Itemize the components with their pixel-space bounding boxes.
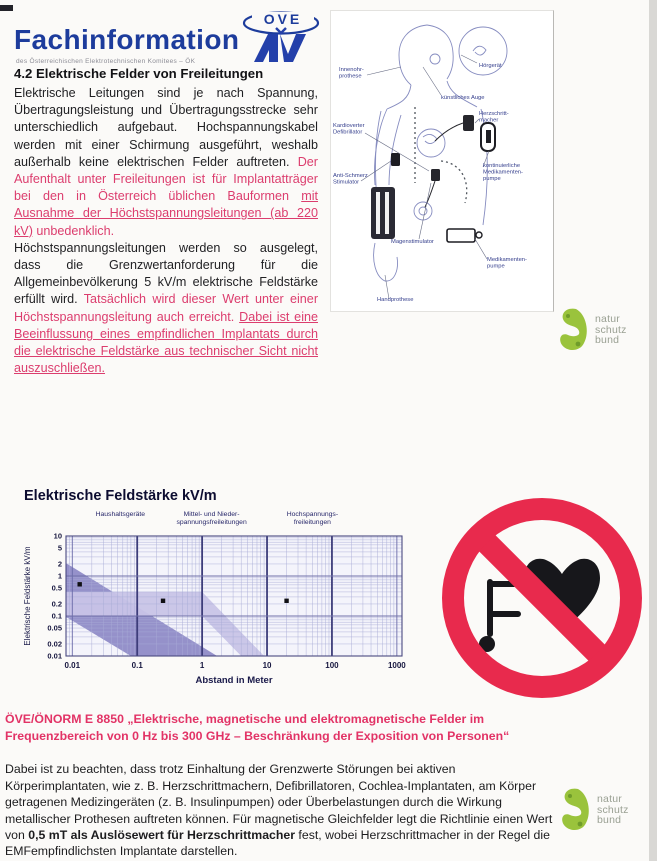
naturschutzbund-text: natur schutz bund xyxy=(595,313,627,347)
svg-text:künstliches Auge: künstliches Auge xyxy=(441,95,485,101)
svg-text:2: 2 xyxy=(57,559,62,569)
paragraph-1 xyxy=(14,85,318,240)
paragraph-2 xyxy=(14,240,318,378)
scan-artifact xyxy=(0,5,13,11)
no-pacemaker-icon xyxy=(430,494,654,706)
naturschutzbund-logo xyxy=(556,306,627,354)
note-paragraph xyxy=(5,761,561,859)
svg-text:Innenohr-prothese: Innenohr-prothese xyxy=(339,67,364,80)
svg-text:spannungsfreileitungen: spannungsfreileitungen xyxy=(176,519,247,526)
chart-title: Elektrische Feldstärke kV/m xyxy=(24,488,217,504)
naturschutzbund-icon xyxy=(558,786,592,834)
svg-text:0.2: 0.2 xyxy=(51,599,62,609)
norm-line-2: Frequenzbereich von 0 Hz bis 300 GHz – Beschränkung der Exposition von Personen“ xyxy=(5,728,510,743)
naturschutzbund-icon xyxy=(556,306,590,354)
svg-text:Herzschritt-macher: Herzschritt-macher xyxy=(479,111,509,124)
masthead-subtitle: des Österreichischen Elektrotechnischen Komitees – ÖK xyxy=(16,58,196,65)
svg-text:freileitungen: freileitungen xyxy=(293,519,331,526)
note-before: Dabei ist zu beachten, dass trotz Einhaltung der Grenzwerte Störungen bei aktiven Körperimplantaten, wie z. B. Herzschrittmachern, Defibrillatoren, Cochlea-Implantaten, am Körper getragenen Medizingeräten (z. B. Insulinpumpen) oder Überbelastungen durch die Wirkung metallischer Prothesen auftreten können. Für magnetische Gleichfelder legt die Richtlinie einen Wert von xyxy=(5,762,553,842)
svg-text:Medikamenten-pumpe: Medikamenten-pumpe xyxy=(487,257,527,270)
field-strength-chart xyxy=(20,506,422,696)
p1-red-underlined: mit Ausnahme der Höchstspannungsleitungen (ab 220 kV) xyxy=(14,189,318,238)
p2-red-underlined: Dabei ist eine Beeinflussung eines empfindlichen Implantats durch die elektrische Feldstärke aus technischer Sicht nicht auszuschließen. xyxy=(14,309,318,376)
section-heading: 4.2 Elektrische Felder von Freileitungen xyxy=(14,66,264,81)
svg-text:0.05: 0.05 xyxy=(47,623,62,633)
svg-text:Elektrische Feldstärke kV/m: Elektrische Feldstärke kV/m xyxy=(23,546,32,646)
p1-red: Der Aufenthalt unter Freileitungen ist für Implantatträger bei den in Österreich üblichen Bauformen xyxy=(14,154,318,204)
svg-text:Hörgerät: Hörgerät xyxy=(479,63,502,69)
svg-text:0.1: 0.1 xyxy=(51,611,62,621)
p1-black: Elektrische Leitungen sind je nach Spannung, Übertragungsleistung und Übertragungsstrecke sehr unterschiedlich aufgebaut. Hochspannungskabel werden mit einer Schirmung ausgeführt, weshalb außerhalb keine elektrischen Felder auftreten. xyxy=(14,86,318,169)
naturschutzbund-text: natur schutz bund xyxy=(597,793,629,827)
svg-text:Mittel- und Nieder-: Mittel- und Nieder- xyxy=(183,511,240,518)
svg-text:KardioverterDefibrillator: Kardioverter Defibrillator xyxy=(333,123,365,136)
svg-text:0.02: 0.02 xyxy=(47,639,62,649)
svg-text:10: 10 xyxy=(53,531,62,541)
svg-text:100: 100 xyxy=(325,661,339,670)
svg-text:1000: 1000 xyxy=(387,661,406,670)
ove-logo-icon xyxy=(240,10,324,66)
note-bold: 0,5 mT als Auslösewert für Herzschrittmacher xyxy=(28,827,296,842)
svg-text:1: 1 xyxy=(199,661,205,670)
svg-text:0.1: 0.1 xyxy=(131,661,143,670)
svg-text:1: 1 xyxy=(57,571,62,581)
svg-text:Anti-SchmerzStimulator: Anti-Schmerz Stimulator xyxy=(333,173,368,186)
norm-reference xyxy=(5,711,650,744)
norm-line-1: ÖVE/ÖNORM E 8850 „Elektrische, magnetische und elektromagnetische Felder im xyxy=(5,712,485,726)
svg-text:kontinuierlicheMedikamenten-pu: kontinuierliche Medikamenten-pumpe xyxy=(483,163,523,182)
svg-text:0.01: 0.01 xyxy=(64,661,81,670)
note-after: fest, wobei Herzschrittmacher in der Regel die EMFempfindlichsten Implantate darstellen. xyxy=(5,827,550,859)
svg-text:5: 5 xyxy=(57,543,62,553)
svg-text:0.01: 0.01 xyxy=(47,651,62,661)
svg-text:Abstand in Meter: Abstand in Meter xyxy=(195,675,273,686)
ove-logo xyxy=(240,10,324,66)
p2-red: Tatsächlich wird dieser Wert unter einer Höchstspannungsleitung auch erreicht. xyxy=(14,292,319,324)
svg-text:10: 10 xyxy=(262,661,272,670)
no-pacemaker-sign xyxy=(430,494,654,706)
ove-logo-text: OVE xyxy=(263,11,303,27)
naturschutzbund-logo xyxy=(558,786,629,834)
svg-text:Handprothese: Handprothese xyxy=(377,297,414,303)
masthead-title: Fachinformation xyxy=(14,24,240,55)
svg-text:Hochspannungs-: Hochspannungs- xyxy=(286,511,339,518)
implant-body-sketch xyxy=(331,11,553,311)
svg-text:Magenstimulator: Magenstimulator xyxy=(391,239,434,245)
article-column xyxy=(14,66,318,377)
svg-text:0.5: 0.5 xyxy=(51,583,62,593)
svg-text:Haushaltsgeräte: Haushaltsgeräte xyxy=(95,511,146,518)
field-strength-chart-svg xyxy=(20,506,422,696)
p2-black: Höchstspannungsleitungen werden so ausgelegt, dass die Grenzwertanforderung für die Allgemeinbevölkerung 5 kV/m elektrische Feldstärke erfüllt wird. xyxy=(14,240,318,307)
implant-body-diagram xyxy=(330,10,554,312)
p1-red-tail: unbedenklich. xyxy=(32,223,115,238)
scan-edge xyxy=(649,0,657,861)
